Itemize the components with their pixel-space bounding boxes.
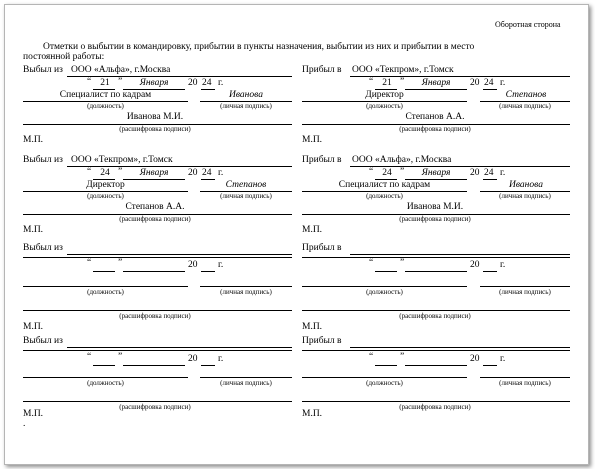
position-caption: (должность) xyxy=(87,192,124,200)
signature-caption: (личная подпись) xyxy=(499,379,551,387)
year-century: 20 xyxy=(188,78,198,88)
arrived-place: ООО «Альфа», г.Москва xyxy=(352,155,452,165)
position-value: Специалист по кадрам xyxy=(338,180,431,190)
day-line xyxy=(93,271,115,272)
signature-line xyxy=(200,286,292,287)
position-line xyxy=(302,286,467,287)
year-line xyxy=(201,365,215,366)
arrived-label: Прибыл в xyxy=(302,336,342,346)
stamp-label: М.П. xyxy=(302,135,323,145)
day-line xyxy=(375,365,397,366)
position-value: Специалист по кадрам xyxy=(59,90,152,100)
position-caption: (должность) xyxy=(366,288,403,296)
signature-line xyxy=(480,286,570,287)
signature-caption: (личная подпись) xyxy=(499,102,551,110)
decoding-line xyxy=(23,310,292,311)
year-century: 20 xyxy=(470,78,480,88)
month-value: Января xyxy=(421,78,451,88)
arrived-label: Прибыл в xyxy=(302,243,342,253)
quote-close: ” xyxy=(118,77,123,87)
place-line xyxy=(350,76,570,77)
place-line xyxy=(350,166,570,167)
quote-open: “ xyxy=(87,77,92,87)
quote-close: ” xyxy=(400,167,405,177)
decoding-caption: (расшифровка подписи) xyxy=(119,403,191,411)
departed-label: Выбыл из xyxy=(23,65,63,75)
signature-caption: (личная подпись) xyxy=(220,192,272,200)
day-value: 24 xyxy=(100,168,110,178)
departed-label: Выбыл из xyxy=(23,243,63,253)
footer-mark: . xyxy=(23,419,26,429)
signature-caption: (личная подпись) xyxy=(499,192,551,200)
side-label: Оборотная сторона xyxy=(495,20,561,29)
form-title-line2: постоянной работы: xyxy=(23,52,105,62)
position-value: Директор xyxy=(365,90,404,100)
signature-line xyxy=(480,377,570,378)
day-value: 21 xyxy=(100,78,110,88)
quote-close: ” xyxy=(400,352,405,362)
year-value: 24 xyxy=(202,168,212,178)
decoding-line xyxy=(302,401,570,402)
stamp-label: М.П. xyxy=(23,225,44,235)
signature-value: Иванова xyxy=(229,90,263,100)
position-line xyxy=(23,286,188,287)
quote-close: ” xyxy=(118,258,123,268)
quote-open: “ xyxy=(369,167,374,177)
place-line xyxy=(67,166,292,167)
quote-close: ” xyxy=(118,167,123,177)
year-suffix: г. xyxy=(500,354,506,364)
form-title-line1: Отметки о выбытии в командировку, прибытии в пункты назначения, выбытии из них и прибытии в место xyxy=(43,42,475,52)
departed-label: Выбыл из xyxy=(23,336,63,346)
arrived-label: Прибыл в xyxy=(302,65,342,75)
year-value: 24 xyxy=(484,78,494,88)
position-caption: (должность) xyxy=(87,102,124,110)
signature-line xyxy=(200,377,292,378)
decoding-value: Степанов А.А. xyxy=(125,202,185,212)
signature-value: Иванова xyxy=(509,180,543,190)
signature-value: Степанов xyxy=(225,180,267,190)
decoding-caption: (расшифровка подписи) xyxy=(399,215,471,223)
place-line xyxy=(67,254,292,255)
year-line xyxy=(201,271,215,272)
day-value: 24 xyxy=(382,168,392,178)
month-value: Января xyxy=(139,78,169,88)
place-line xyxy=(350,254,570,255)
stamp-label: М.П. xyxy=(23,322,44,332)
stamp-label: М.П. xyxy=(23,135,44,145)
year-suffix: г. xyxy=(500,78,506,88)
month-value: Января xyxy=(421,168,451,178)
place-line-extra xyxy=(302,350,570,351)
decoding-line xyxy=(302,310,570,311)
place-line-extra xyxy=(302,257,570,258)
departed-place: ООО «Альфа», г.Москва xyxy=(71,65,171,75)
decoding-caption: (расшифровка подписи) xyxy=(399,125,471,133)
year-century: 20 xyxy=(188,260,198,270)
departed-label: Выбыл из xyxy=(23,155,63,165)
signature-caption: (личная подпись) xyxy=(220,288,272,296)
month-value: Января xyxy=(139,168,169,178)
decoding-line xyxy=(23,401,292,402)
position-caption: (должность) xyxy=(87,379,124,387)
quote-close: ” xyxy=(400,77,405,87)
quote-open: “ xyxy=(369,352,374,362)
quote-open: “ xyxy=(87,167,92,177)
year-century: 20 xyxy=(470,260,480,270)
day-value: 21 xyxy=(382,78,392,88)
arrived-label: Прибыл в xyxy=(302,155,342,165)
place-line-extra xyxy=(23,350,292,351)
year-suffix: г. xyxy=(218,260,224,270)
signature-caption: (личная подпись) xyxy=(220,379,272,387)
stamp-label: М.П. xyxy=(302,409,323,419)
month-line xyxy=(123,365,185,366)
decoding-caption: (расшифровка подписи) xyxy=(119,215,191,223)
position-line xyxy=(23,377,188,378)
decoding-value: Иванова М.И. xyxy=(406,202,464,212)
decoding-caption: (расшифровка подписи) xyxy=(399,312,471,320)
decoding-caption: (расшифровка подписи) xyxy=(399,403,471,411)
year-suffix: г. xyxy=(500,260,506,270)
stamp-label: М.П. xyxy=(302,322,323,332)
year-century: 20 xyxy=(470,168,480,178)
year-suffix: г. xyxy=(218,78,224,88)
year-century: 20 xyxy=(470,354,480,364)
quote-close: ” xyxy=(118,352,123,362)
decoding-caption: (расшифровка подписи) xyxy=(119,125,191,133)
stamp-label: М.П. xyxy=(23,409,44,419)
form-sheet xyxy=(4,4,589,465)
signature-value: Степанов xyxy=(505,90,547,100)
departed-place: ООО «Текпром», г.Томск xyxy=(71,155,173,165)
year-suffix: г. xyxy=(218,354,224,364)
signature-caption: (личная подпись) xyxy=(220,102,272,110)
year-value: 24 xyxy=(484,168,494,178)
position-caption: (должность) xyxy=(87,288,124,296)
decoding-value: Степанов А.А. xyxy=(405,112,465,122)
year-century: 20 xyxy=(188,168,198,178)
month-line xyxy=(123,271,185,272)
position-line xyxy=(302,377,467,378)
quote-open: “ xyxy=(369,77,374,87)
place-line xyxy=(67,76,292,77)
position-value: Директор xyxy=(86,180,125,190)
place-line-extra xyxy=(23,257,292,258)
decoding-caption: (расшифровка подписи) xyxy=(119,312,191,320)
day-line xyxy=(375,271,397,272)
signature-caption: (личная подпись) xyxy=(499,288,551,296)
year-suffix: г. xyxy=(218,168,224,178)
quote-open: “ xyxy=(369,258,374,268)
year-line xyxy=(483,271,497,272)
place-line xyxy=(350,347,570,348)
arrived-place: ООО «Текпром», г.Томск xyxy=(352,65,454,75)
place-line xyxy=(67,347,292,348)
quote-open: “ xyxy=(87,352,92,362)
quote-open: “ xyxy=(87,258,92,268)
year-value: 24 xyxy=(202,78,212,88)
year-century: 20 xyxy=(188,354,198,364)
month-line xyxy=(405,365,467,366)
position-caption: (должность) xyxy=(366,192,403,200)
day-line xyxy=(93,365,115,366)
position-caption: (должность) xyxy=(366,102,403,110)
position-caption: (должность) xyxy=(366,379,403,387)
month-line xyxy=(405,271,467,272)
year-line xyxy=(483,365,497,366)
quote-close: ” xyxy=(400,258,405,268)
year-suffix: г. xyxy=(500,168,506,178)
stamp-label: М.П. xyxy=(302,225,323,235)
decoding-value: Иванова М.И. xyxy=(126,112,184,122)
